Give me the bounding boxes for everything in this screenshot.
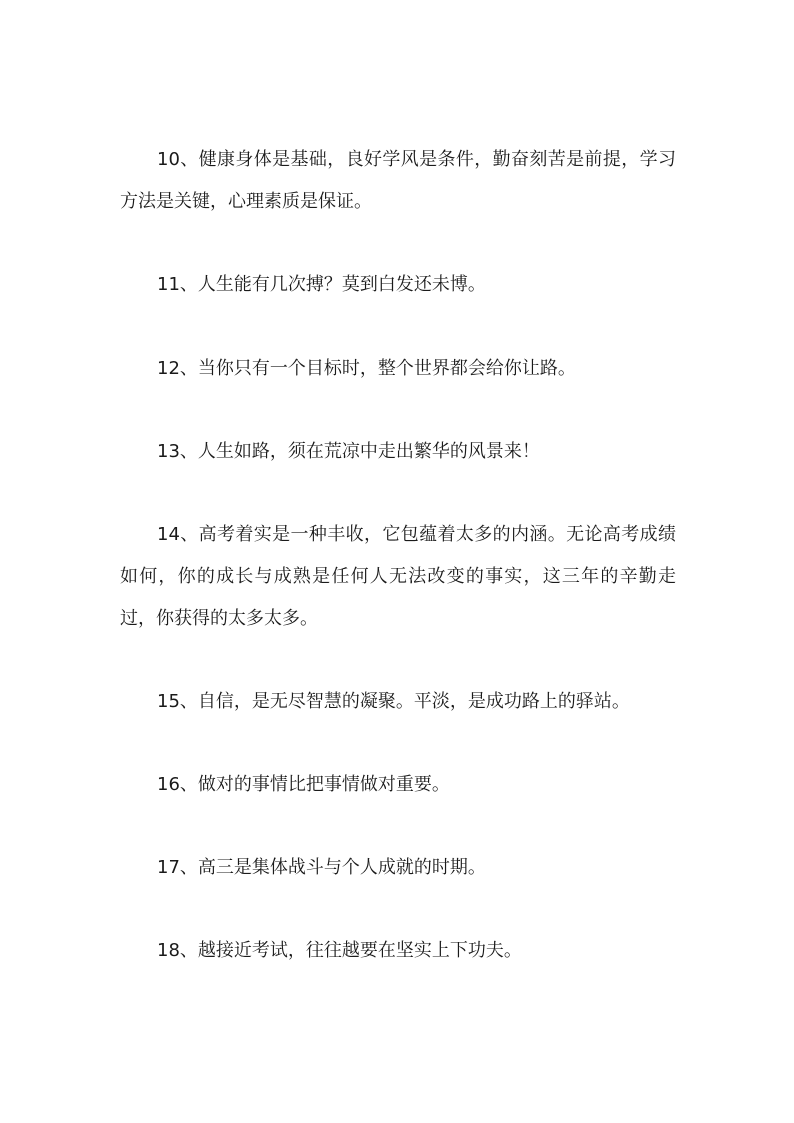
paragraph-12: 12、当你只有一个目标时，整个世界都会给你让路。: [157, 358, 576, 379]
paragraph-11: 11、人生能有几次搏？莫到白发还未博。: [157, 274, 486, 295]
paragraph-17: 17、高三是集体战斗与个人成就的时期。: [157, 857, 486, 878]
paragraph-10: 10、健康身体是基础，良好学风是条件，勤奋刻苦是前提，学习方法是关键，心理素质是保证。: [120, 149, 676, 212]
paragraph-15: 15、自信，是无尽智慧的凝聚。平淡，是成功路上的驿站。: [157, 691, 630, 712]
paragraph-14: 14、高考着实是一种丰收，它包蕴着太多的内涵。无论高考成绩如何，你的成长与成熟是任何人无法改变的事实，这三年的辛勤走过，你获得的太多太多。: [120, 524, 676, 629]
paragraph-16: 16、做对的事情比把事情做对重要。: [157, 774, 450, 795]
paragraph-18: 18、越接近考试，往往越要在坚实上下功夫。: [157, 940, 522, 961]
paragraph-13: 13、人生如路，须在荒凉中走出繁华的风景来！: [157, 441, 540, 462]
